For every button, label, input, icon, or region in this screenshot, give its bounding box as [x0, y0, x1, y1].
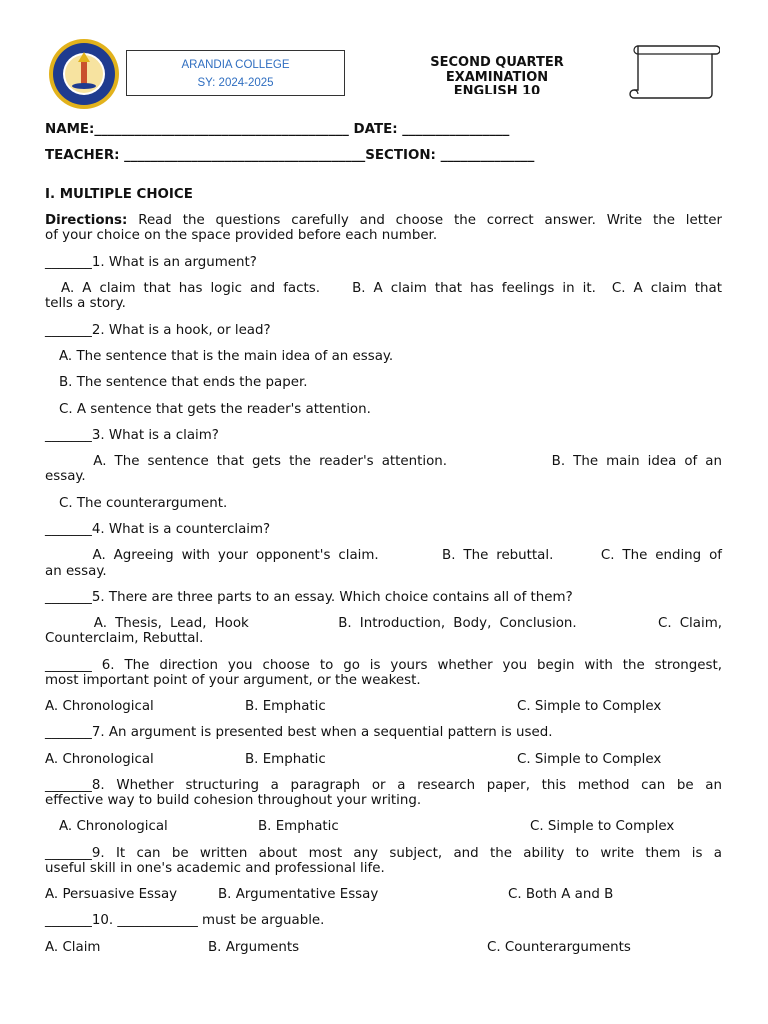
question-3-choices: A. The sentence that gets the reader's attention. B. The main idea of an: [45, 454, 722, 469]
question-6-choice-b: B. Emphatic: [245, 699, 326, 714]
directions-text: Read the questions carefully and choose the correct answer. Write the letter: [127, 213, 722, 228]
teacher-label: TEACHER:: [45, 148, 120, 163]
question-5-choices: A. Thesis, Lead, Hook B. Introduction, Body, Conclusion. C. Claim,: [45, 616, 722, 631]
question-6-line1: _______ 6. The direction you choose to go is yours whether you begin with the strongest,: [45, 658, 722, 673]
date-label: DATE:: [353, 122, 398, 137]
question-2-choice-c: C. A sentence that gets the reader's attention.: [59, 402, 371, 417]
name-date-row: [45, 122, 722, 137]
question-3-choice-c: C. The counterargument.: [59, 496, 228, 511]
directions-label: Directions:: [45, 213, 128, 228]
question-4-choices-cont: an essay.: [45, 564, 107, 579]
question-1: _______1. What is an argument?: [45, 255, 257, 270]
directions-line2: of your choice on the space provided before each number.: [45, 228, 438, 243]
question-9-line2: useful skill in one's academic and professional life.: [45, 861, 385, 876]
question-6-line2: most important point of your argument, or the weakest.: [45, 673, 421, 688]
school-name: ARANDIA COLLEGE: [181, 59, 290, 71]
question-3-choices-cont: essay.: [45, 469, 86, 484]
section-label: SECTION:: [365, 148, 436, 163]
question-8-line1: _______8. Whether structuring a paragraph or a research paper, this method can be an: [45, 778, 722, 793]
question-6-choice-a: A. Chronological: [45, 699, 154, 714]
teacher-field[interactable]: ____________________________________: [124, 148, 366, 163]
school-info-box: [126, 50, 345, 96]
question-10-choice-c: C. Counterarguments: [487, 940, 631, 955]
question-9-choice-a: A. Persuasive Essay: [45, 887, 178, 902]
question-5: _______5. There are three parts to an essay. Which choice contains all of them?: [45, 590, 573, 605]
question-2: _______2. What is a hook, or lead?: [45, 323, 271, 338]
question-8-choice-b: B. Emphatic: [258, 819, 339, 834]
question-9-line1: _______9. It can be written about most any subject, and the ability to write them is a: [45, 846, 722, 861]
question-8-choice-a: A. Chronological: [59, 819, 168, 834]
question-1-choices-cont: tells a story.: [45, 296, 126, 311]
question-7: _______7. An argument is presented best when a sequential pattern is used.: [45, 725, 553, 740]
college-seal-logo: [48, 38, 120, 110]
question-3: _______3. What is a claim?: [45, 428, 219, 443]
question-1-choices: A. A claim that has logic and facts. B. A claim that has feelings in it. C. A claim that: [45, 281, 722, 296]
question-7-choice-c: C. Simple to Complex: [517, 752, 662, 767]
teacher-section-row: [45, 148, 722, 163]
question-8-line2: effective way to build cohesion throughout your writing.: [45, 793, 422, 808]
question-2-choice-b: B. The sentence that ends the paper.: [59, 375, 308, 390]
question-4-choices: A. Agreeing with your opponent's claim. B. The rebuttal. C. The ending of: [45, 548, 722, 563]
exam-title-line2: EXAMINATION: [445, 69, 549, 85]
section-heading: I. MULTIPLE CHOICE: [45, 187, 193, 202]
name-field[interactable]: ______________________________________: [94, 122, 349, 137]
exam-title-line1: SECOND QUARTER: [430, 56, 564, 70]
directions-line1: [45, 213, 722, 228]
question-7-choice-a: A. Chronological: [45, 752, 154, 767]
question-2-choice-a: A. The sentence that is the main idea of an essay.: [59, 349, 394, 364]
question-7-choice-b: B. Emphatic: [245, 752, 326, 767]
question-4: _______4. What is a counterclaim?: [45, 522, 271, 537]
question-9-choice-c: C. Both A and B: [508, 887, 614, 902]
exam-title: [400, 56, 594, 94]
scroll-icon: [628, 42, 720, 100]
question-5-choices-cont: Counterclaim, Rebuttal.: [45, 631, 204, 646]
question-9-choice-b: B. Argumentative Essay: [218, 887, 379, 902]
name-label: NAME:: [45, 122, 95, 137]
date-field[interactable]: ________________: [402, 122, 510, 137]
question-10: _______10. ____________ must be arguable.: [45, 913, 325, 928]
exam-title-line3: ENGLISH 10: [453, 84, 541, 94]
question-10-choice-a: A. Claim: [45, 940, 101, 955]
school-year: SY: 2024-2025: [197, 77, 274, 89]
question-10-choice-b: B. Arguments: [208, 940, 300, 955]
section-field[interactable]: ______________: [440, 148, 535, 163]
question-8-choice-c: C. Simple to Complex: [530, 819, 675, 834]
question-6-choice-c: C. Simple to Complex: [517, 699, 662, 714]
